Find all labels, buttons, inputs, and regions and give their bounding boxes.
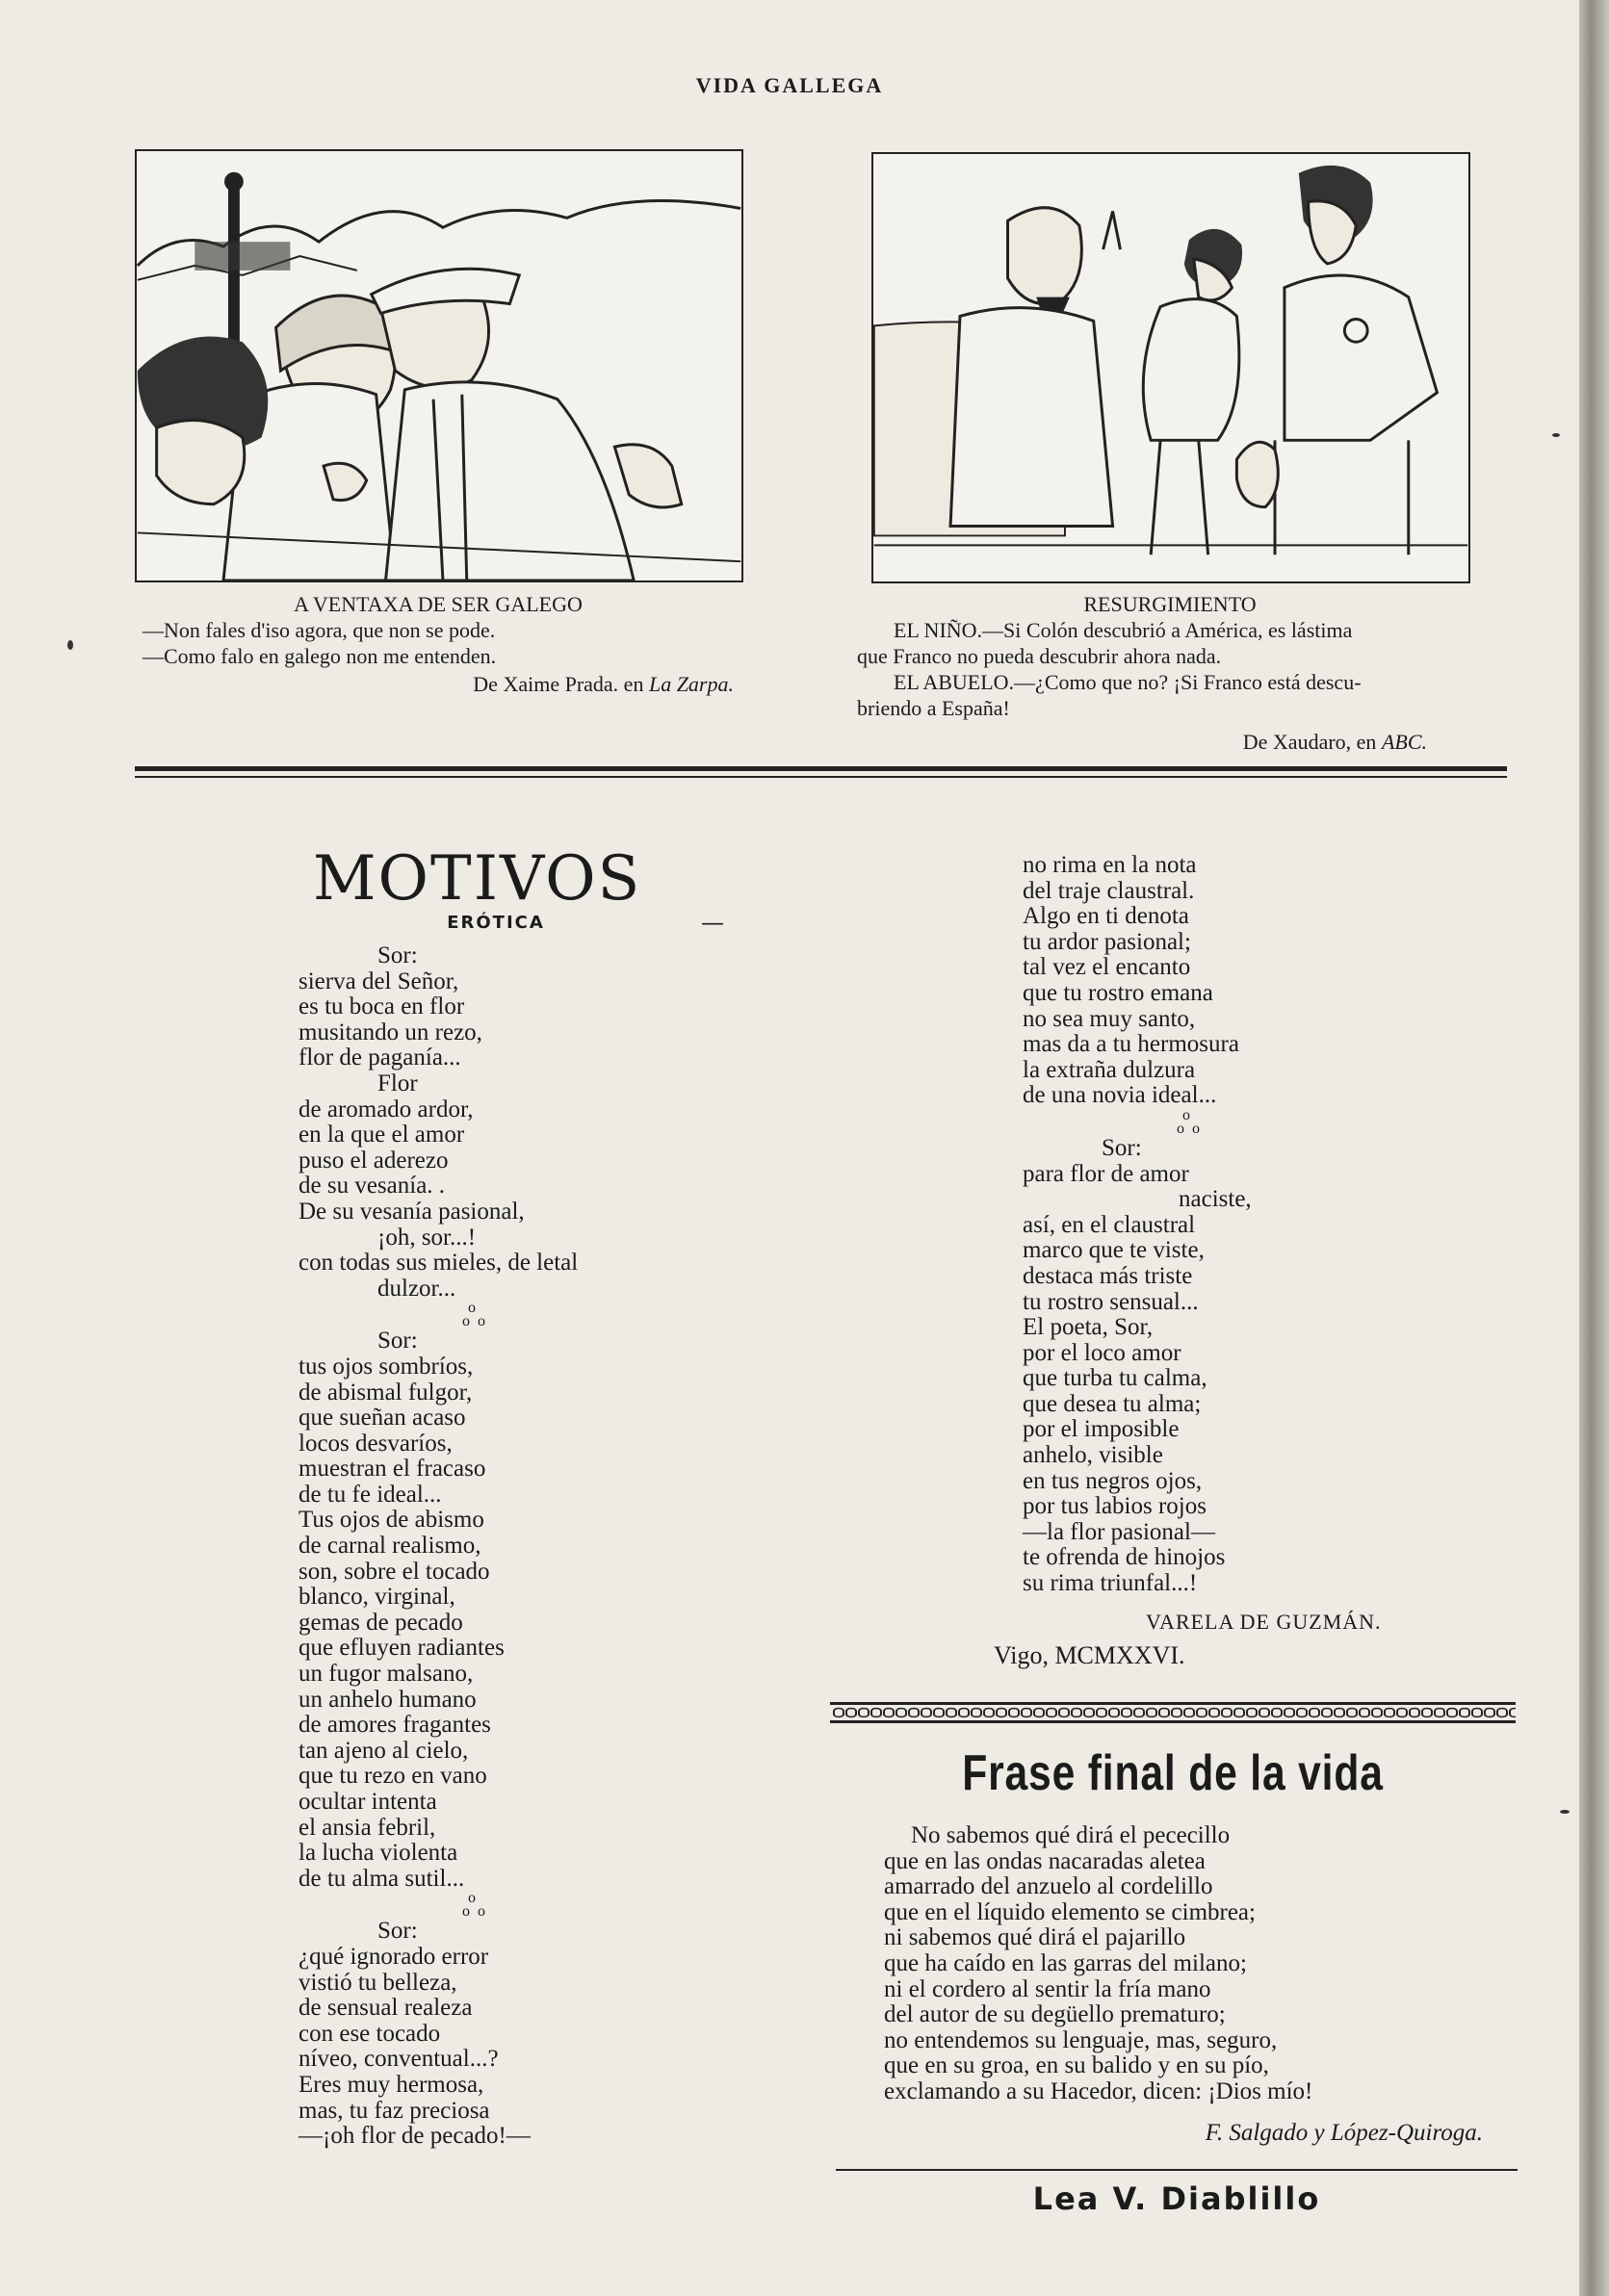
chain-link [1184, 1709, 1194, 1717]
stanza-ornament [298, 1892, 703, 1919]
poem-line: un anhelo humano [298, 1686, 477, 1713]
frase-author: F. Salgado y López-Quiroga. [1205, 2120, 1483, 2146]
chain-link [1197, 1709, 1207, 1717]
caption-line: que Franco no pueda descubrir ahora nada. [857, 644, 1222, 668]
cartoon-caption-right [857, 591, 1483, 755]
chain-link [909, 1709, 919, 1717]
poem-line: muestran el fracaso [298, 1456, 486, 1483]
stanza-ornament [298, 1302, 703, 1329]
chain-link [1310, 1709, 1319, 1717]
poem-line: Tus ojos de abismo [298, 1507, 484, 1534]
page-header: VIDA GALLEGA [695, 73, 884, 97]
poem-line: de su vesanía. . [298, 1173, 446, 1200]
poem-line: que sueñan acaso [298, 1405, 466, 1432]
poem-line: tal vez el encanto [1023, 954, 1191, 981]
credit-source: ABC. [1381, 730, 1427, 754]
poem-line: de aromado ardor, [298, 1096, 474, 1122]
credit-source: La Zarpa. [648, 672, 734, 696]
chain-link [934, 1709, 944, 1717]
poem-line: de tu alma sutil... [298, 1865, 465, 1892]
frase-line: ni sabemos qué dirá el pajarillo [884, 1924, 1186, 1951]
chain-link [1447, 1709, 1457, 1717]
poem-line: con todas sus mieles, de letal [298, 1250, 579, 1277]
poem-line: Flor [377, 1070, 418, 1096]
chain-link [1072, 1709, 1081, 1717]
chain-link [871, 1709, 881, 1717]
chain-link [1247, 1709, 1257, 1717]
ornament-top: o [1182, 1106, 1190, 1123]
poem-line: así, en el claustral [1023, 1211, 1196, 1238]
chain-link [1510, 1709, 1516, 1717]
poem-line: su rima triunfal...! [1023, 1570, 1198, 1597]
chain-link [1147, 1709, 1156, 1717]
chain-link [1259, 1709, 1269, 1717]
poem-line: no rima en la nota [1023, 852, 1197, 878]
chain-link [896, 1709, 906, 1717]
poem-line: de sensual realeza [298, 1995, 473, 2022]
cartoon-credit-right [857, 729, 1483, 755]
frase-line: exclamando a su Hacedor, dicen: ¡Dios mío! [884, 2077, 1313, 2104]
credit-text: De Xaudaro, en [1242, 730, 1382, 754]
margin-speck [1552, 433, 1560, 437]
poem-line: no sea muy santo, [1023, 1005, 1196, 1032]
section-divider [135, 766, 1507, 778]
caption-line: EL NIÑO.—Si Colón descubrió a América, es lástima [894, 618, 1353, 642]
poem-line: El poeta, Sor, [1023, 1314, 1154, 1341]
poem-line: mas, tu faz preciosa [298, 2097, 490, 2124]
chain-link [1297, 1709, 1307, 1717]
chain-link [1460, 1709, 1469, 1717]
frase-line: que en el líquido elemento se cimbrea; [884, 1898, 1256, 1925]
chain-link [1122, 1709, 1131, 1717]
ornament-bottom: o o [462, 1313, 485, 1330]
poem-line: marco que te viste, [1023, 1237, 1205, 1264]
cartoon-illustration-right [871, 152, 1470, 583]
poem-column-left [298, 943, 703, 2150]
chain-link [1022, 1709, 1031, 1717]
poem-line: musitando un rezo, [298, 1019, 482, 1045]
poem-line: puso el aderezo [298, 1147, 449, 1174]
poem-line: para flor de amor [1023, 1160, 1189, 1187]
poem-line: flor de paganía... [298, 1045, 461, 1071]
poem-line: sierva del Señor, [298, 967, 459, 994]
chain-link [1285, 1709, 1294, 1717]
poem-signature: VARELA DE GUZMÁN. [1146, 1610, 1382, 1634]
chain-link [1097, 1709, 1106, 1717]
dash-mark: — [701, 909, 724, 936]
chain-link [1397, 1709, 1407, 1717]
poem-line: dulzor... [377, 1275, 456, 1302]
frase-line: ni el cordero al sentir la fría mano [884, 1975, 1211, 2002]
poem-line: por el imposible [1023, 1416, 1180, 1443]
chain-link [1084, 1709, 1094, 1717]
chain-link [1034, 1709, 1044, 1717]
poem-line: De su vesanía pasional, [298, 1198, 525, 1225]
poem-line: —la flor pasional— [1023, 1518, 1215, 1545]
chain-link [1059, 1709, 1069, 1717]
frase-line: que en su groa, en su balido y en su pío, [884, 2052, 1269, 2079]
poem-line: gemas de pecado [298, 1609, 463, 1636]
poem-line: tu ardor pasional; [1023, 928, 1191, 955]
cartoon-drawing-resurgimiento [873, 154, 1468, 581]
chain-link [1134, 1709, 1144, 1717]
poem-line: mas da a tu hermosura [1023, 1031, 1239, 1058]
poem-line: Eres muy hermosa, [298, 2071, 484, 2098]
frase-line: que ha caído en las garras del milano; [884, 1949, 1247, 1976]
poem-line: de carnal realismo, [298, 1533, 481, 1560]
poem-line: te ofrenda de hinojos [1023, 1544, 1226, 1571]
poem-line: por tus labios rojos [1023, 1493, 1207, 1520]
margin-speck [67, 640, 73, 650]
chain-link [984, 1709, 994, 1717]
chain-link [1272, 1709, 1282, 1717]
poem-line: del traje claustral. [1023, 877, 1195, 904]
chain-link [1109, 1709, 1119, 1717]
chain-link [1009, 1709, 1019, 1717]
chain-link [921, 1709, 931, 1717]
poem-line: ¡oh, sor...! [377, 1224, 477, 1251]
poem-line: que turba tu calma, [1023, 1365, 1207, 1392]
chain-link [1159, 1709, 1169, 1717]
ornament-bottom: o o [1177, 1120, 1200, 1137]
poem-line: Sor: [377, 942, 418, 968]
poem-line: que desea tu alma; [1023, 1390, 1202, 1417]
stanza-ornament [1023, 1106, 1475, 1137]
chain-link [884, 1709, 894, 1717]
frase-line: del autor de su degüello prematuro; [884, 2001, 1226, 2028]
chain-link [1222, 1709, 1232, 1717]
caption-line: —Como falo en galego non me entenden. [143, 644, 497, 668]
cartoon-credit-left [125, 671, 751, 697]
chain-link [1335, 1709, 1344, 1717]
cartoon-drawing-galego [137, 151, 741, 580]
poem-line: naciste, [1179, 1186, 1252, 1213]
ornament-top: o [468, 1300, 476, 1317]
poem-line: un fugor malsano, [298, 1661, 474, 1688]
poem-line: por el loco amor [1023, 1339, 1181, 1366]
chain-link [1360, 1709, 1369, 1717]
frase-line: que en las ondas nacaradas aletea [884, 1847, 1206, 1874]
ornament-top: o [468, 1890, 476, 1907]
poem-line: tus ojos sombríos, [298, 1353, 474, 1380]
poem-line: el ansia febril, [298, 1814, 436, 1841]
margin-speck [1560, 1810, 1570, 1814]
chain-link [1410, 1709, 1419, 1717]
poem-line: tan ajeno al cielo, [298, 1737, 469, 1764]
poem-line: Sor: [377, 1328, 418, 1354]
poem-line: con ese tocado [298, 2020, 441, 2047]
chain-link [1172, 1709, 1181, 1717]
poem-line: níveo, conventual...? [298, 2046, 499, 2073]
ornamental-chain-border [830, 1702, 1516, 1723]
frase-line: No sabemos qué dirá el pececillo [911, 1822, 1231, 1848]
chain-link [1497, 1709, 1507, 1717]
chain-link [1209, 1709, 1219, 1717]
caption-line: —Non fales d'iso agora, que non se pode. [143, 618, 496, 642]
poem-line: Algo en ti denota [1023, 903, 1189, 930]
cartoon-caption-left [125, 591, 751, 697]
poem-column-right [1023, 853, 1475, 1597]
frase-line: amarrado del anzuelo al cordelillo [884, 1873, 1213, 1900]
poem-line: vistió tu belleza, [298, 1969, 457, 1996]
cartoon-title-left: A VENTAXA DE SER GALEGO [294, 592, 583, 616]
chain-link [1322, 1709, 1332, 1717]
chain-link [997, 1709, 1006, 1717]
poem-line: Sor: [377, 1918, 418, 1945]
chain-link [1047, 1709, 1056, 1717]
caption-line: EL ABUELO.—¿Como que no? ¡Si Franco está descu- [894, 670, 1362, 694]
frase-poem [884, 1823, 1519, 2105]
chain-link [959, 1709, 969, 1717]
poem-line: de abismal fulgor, [298, 1379, 473, 1406]
poem-title: MOTIVOS [313, 843, 642, 915]
chain-link [947, 1709, 956, 1717]
poem-line: —¡oh flor de pecado!— [298, 2123, 531, 2150]
poem-line: de amores fragantes [298, 1712, 491, 1739]
poem-line: ¿qué ignorado error [298, 1943, 489, 1970]
poem-line: destaca más triste [1023, 1262, 1193, 1289]
credit-text: De Xaime Prada. en [473, 672, 649, 696]
frase-title: Frase final de la vida [962, 1745, 1384, 1801]
chain-link [846, 1709, 856, 1717]
cartoon-title-right: RESURGIMIENTO [1083, 592, 1257, 616]
poem-line: que tu rezo en vano [298, 1763, 487, 1790]
poem-line: que efluyen radiantes [298, 1635, 505, 1662]
cartoon-illustration-left [135, 149, 743, 582]
poem-line: de una novia ideal... [1023, 1082, 1217, 1109]
frase-line: no entendemos su lenguaje, mas, seguro, [884, 2026, 1278, 2053]
poem-line: la lucha violenta [298, 1840, 458, 1867]
poem-line: en tus negros ojos, [1023, 1467, 1203, 1494]
poem-line: ocultar intenta [298, 1789, 437, 1815]
poem-line: blanco, virginal, [298, 1584, 455, 1611]
chain-link [1347, 1709, 1357, 1717]
poem-line: Sor: [1102, 1134, 1142, 1161]
chain-link [1485, 1709, 1494, 1717]
poem-line: locos desvaríos, [298, 1430, 453, 1457]
poem-line: en la que el amor [298, 1122, 465, 1148]
poem-subtitle: ERÓTICA [447, 913, 545, 933]
poem-line: tu rostro sensual... [1023, 1288, 1199, 1315]
poem-line: son, sobre el tocado [298, 1558, 490, 1585]
poem-place-date: Vigo, MCMXXVI. [994, 1641, 1185, 1669]
chain-link [1385, 1709, 1394, 1717]
poem-line: anhelo, visible [1023, 1442, 1163, 1469]
chain-link [834, 1709, 843, 1717]
chain-link [1234, 1709, 1244, 1717]
chain-link [972, 1709, 981, 1717]
advertisement: Lea V. Diablillo [1032, 2180, 1321, 2217]
poem-line: de tu fe ideal... [298, 1481, 442, 1508]
caption-line: briendo a España! [857, 696, 1010, 720]
chain-link [1372, 1709, 1382, 1717]
ornament-bottom: o o [462, 1903, 485, 1921]
chain-link [1422, 1709, 1432, 1717]
poem-line: que tu rostro emana [1023, 979, 1213, 1006]
poem-line: es tu boca en flor [298, 993, 465, 1020]
chain-link [859, 1709, 869, 1717]
chain-pattern [830, 1705, 1516, 1720]
chain-link [1472, 1709, 1482, 1717]
poem-line: la extraña dulzura [1023, 1056, 1196, 1083]
page-binding-edge [1579, 0, 1609, 2296]
footer-divider [836, 2169, 1518, 2171]
chain-link [1435, 1709, 1444, 1717]
